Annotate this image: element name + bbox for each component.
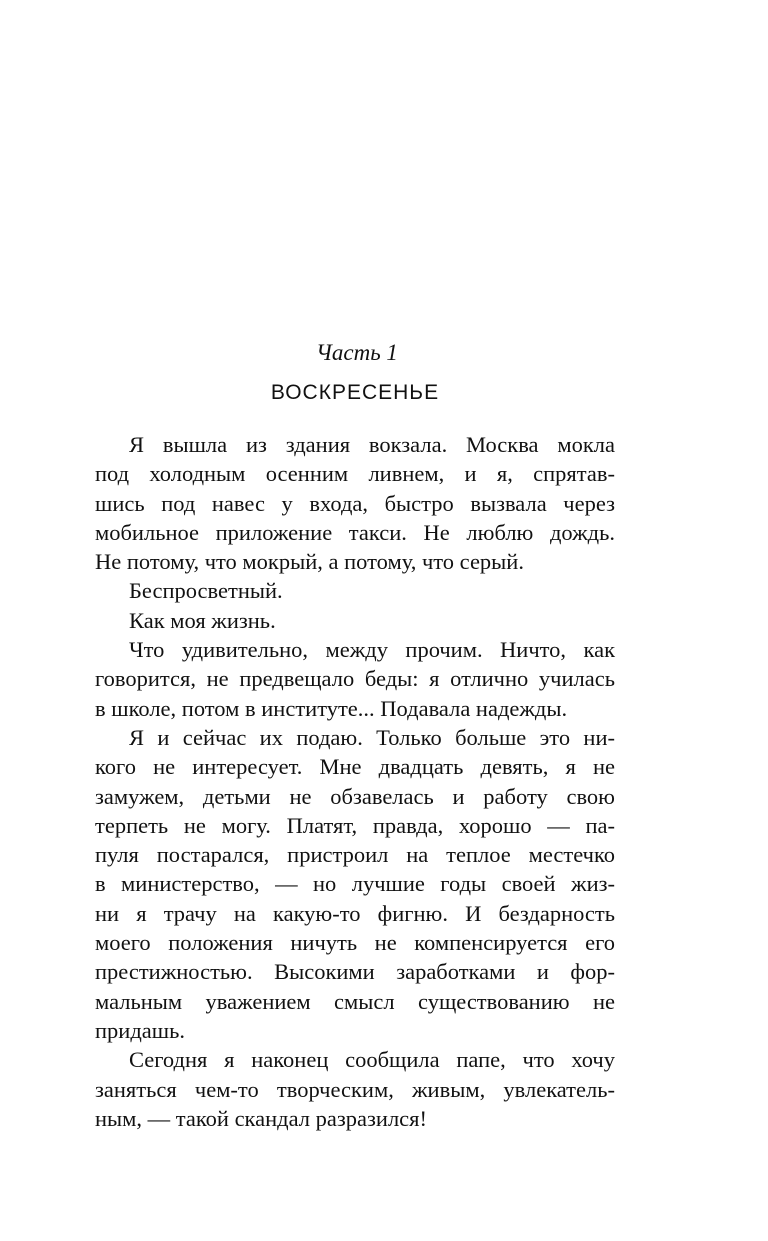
text-line: Не потому, что мокрый, а потому, что серый.	[95, 549, 524, 575]
text-line: ным, — такой скандал разразился!	[95, 1105, 428, 1131]
text-line: в школе, потом в институте... Подавала надежды.	[95, 695, 568, 721]
text-line: мобильное приложение такси. Не люблю дождь.	[95, 519, 615, 545]
text-line: Сегодня я наконец сообщила папе, что хочу	[129, 1047, 615, 1073]
text-line: шись под навес у входа, быстро вызвала через	[95, 490, 615, 516]
text-line: под холодным осенним ливнем, и я, спрятав-	[95, 461, 615, 487]
text-line: Как моя жизнь.	[129, 607, 276, 633]
text-line: Я вышла из здания вокзала. Москва мокла	[129, 432, 615, 457]
text-line: пуля постарался, пристроил на теплое местечко	[95, 842, 615, 868]
text-line: терпеть не могу. Платят, правда, хорошо — па-	[95, 812, 615, 838]
text-line: в министерство, — но лучшие годы своей жиз-	[95, 871, 615, 897]
text-line: ни я трачу на какую-то фигню. И бездарность	[95, 900, 615, 926]
text-line: моего положения ничуть не компенсируется его	[95, 930, 615, 956]
part-title: Часть 1	[316, 340, 398, 365]
text-line: престижностью. Высокими заработками и фор-	[95, 959, 615, 985]
text-line: говорится, не предвещало беды: я отлично училась	[95, 666, 615, 692]
chapter-title: ВОСКРЕСЕНЬЕ	[270, 381, 440, 404]
text-line: замужем, детьми не обзавелась и работу свою	[95, 783, 615, 809]
text-line: придашь.	[95, 1017, 185, 1043]
text-line: Беспросветный.	[129, 578, 283, 604]
text-line: Я и сейчас их подаю. Только больше это ни-	[129, 724, 615, 750]
text-line: Что удивительно, между прочим. Ничто, как	[129, 637, 615, 663]
text-line: мальным уважением смысл существованию не	[95, 988, 615, 1014]
text-line: заняться чем-то творческим, живым, увлекатель-	[95, 1076, 615, 1102]
body-text	[95, 430, 615, 1133]
text-line: кого не интересует. Мне двадцать девять, я не	[95, 754, 615, 780]
